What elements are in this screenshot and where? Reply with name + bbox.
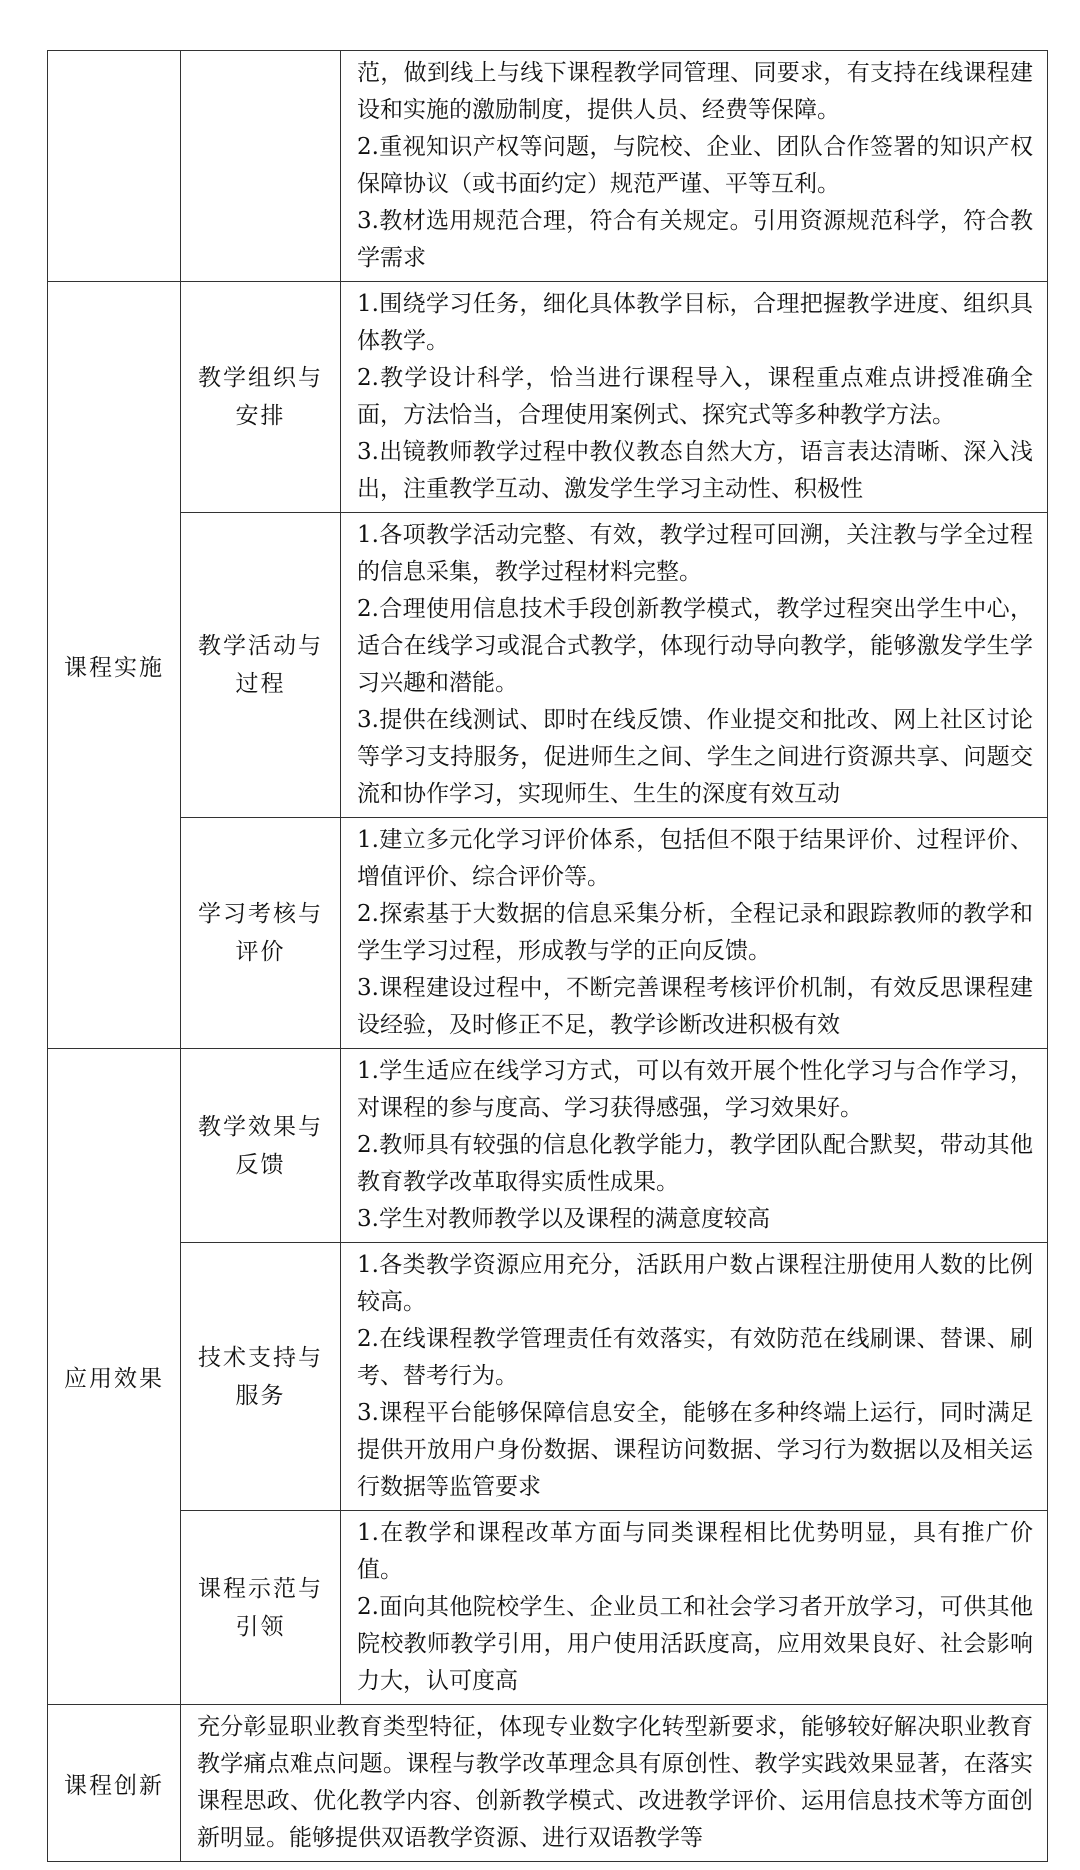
requirements-cell [341,282,1048,513]
requirement-item: 2.面向其他院校学生、企业员工和社会学习者开放学习，可供其他院校教师教学引用，用户使用活跃度高，应用效果良好、社会影响力大，认可度高 [357,1594,1033,1694]
category-cell-course-implementation: 课程实施 [48,282,181,1049]
table-row [48,818,1048,1049]
subcategory-cell [181,513,341,818]
subcategory-cell [181,1511,341,1705]
requirement-item: 范，做到线上与线下课程教学同管理、同要求，有支持在线课程建设和实施的激励制度，提供人员、经费等保障。 [357,60,1033,123]
subcategory-cell [181,818,341,1049]
category-cell-empty [48,51,181,282]
innovation-description: 充分彰显职业教育类型特征，体现专业数字化转型新要求，能够较好解决职业教育教学痛点难点问题。课程与教学改革理念具有原创性、教学实践效果显著，在落实课程思政、优化教学内容、创新教学模式、改进教学评价、运用信息技术等方面创新明显。能够提供双语教学资源、进行双语教学等 [181,1705,1048,1862]
subcategory-label: 评价 [235,939,286,965]
requirements-cell [341,818,1048,1049]
requirements-cell [341,513,1048,818]
category-cell-application-effect: 应用效果 [48,1049,181,1705]
requirement-item: 3.课程建设过程中，不断完善课程考核评价机制，有效反思课程建设经验，及时修正不足，教学诊断改进积极有效 [357,975,1033,1038]
table-row [48,1243,1048,1511]
requirement-item: 1.建立多元化学习评价体系，包括但不限于结果评价、过程评价、增值评价、综合评价等。 [357,827,1033,890]
subcategory-label: 引领 [235,1613,286,1640]
subcategory-label: 反馈 [235,1151,286,1178]
subcategory-label: 技术支持与 [198,1344,323,1371]
document-page [47,50,1047,1862]
requirements-cell [341,1511,1048,1705]
subcategory-label: 学习考核与 [198,901,323,927]
requirement-item: 1.围绕学习任务，细化具体教学目标，合理把握教学进度、组织具体教学。 [357,291,1033,354]
requirement-item: 3.提供在线测试、即时在线反馈、作业提交和批改、网上社区讨论等学习支持服务，促进师生之间、学生之间进行资源共享、问题交流和协作学习，实现师生、生生的深度有效互动 [357,707,1033,807]
requirements-cell [341,51,1048,282]
subcategory-cell [181,1243,341,1511]
table-row [48,1511,1048,1705]
requirement-item: 2.合理使用信息技术手段创新教学模式，教学过程突出学生中心，适合在线学习或混合式教学，体现行动导向教学，能够激发学生学习兴趣和潜能。 [357,596,1033,696]
requirement-item: 2.重视知识产权等问题，与院校、企业、团队合作签署的知识产权保障协议（或书面约定）规范严谨、平等互利。 [357,134,1033,197]
table-row [48,513,1048,818]
subcategory-cell [181,1049,341,1243]
requirement-item: 3.课程平台能够保障信息安全，能够在多种终端上运行，同时满足提供开放用户身份数据、课程访问数据、学习行为数据以及相关运行数据等监管要求 [357,1400,1033,1500]
requirement-item: 2.教学设计科学，恰当进行课程导入，课程重点难点讲授准确全面，方法恰当，合理使用案例式、探究式等多种教学方法。 [357,365,1033,428]
requirement-item: 1.学生适应在线学习方式，可以有效开展个性化学习与合作学习，对课程的参与度高、学习获得感强，学习效果好。 [357,1058,1033,1121]
subcategory-cell-empty [181,51,341,282]
requirement-item: 1.在教学和课程改革方面与同类课程相比优势明显，具有推广价值。 [357,1520,1033,1583]
subcategory-label: 教学效果与 [198,1113,323,1140]
requirement-item: 3.教材选用规范合理，符合有关规定。引用资源规范科学，符合教学需求 [357,208,1033,271]
requirement-item: 2.探索基于大数据的信息采集分析，全程记录和跟踪教师的教学和学生学习过程，形成教与学的正向反馈。 [357,901,1033,964]
requirements-cell [341,1243,1048,1511]
requirements-cell [341,1049,1048,1243]
subcategory-label: 教学活动与 [198,633,323,659]
subcategory-label: 课程示范与 [198,1575,323,1602]
subcategory-label: 教学组织与 [198,365,323,391]
category-cell-course-innovation: 课程创新 [48,1705,181,1862]
table-row-continuation [48,51,1048,282]
subcategory-label: 服务 [235,1382,286,1409]
requirement-item: 3.学生对教师教学以及课程的满意度较高 [357,1206,770,1232]
evaluation-criteria-table [47,50,1048,1862]
subcategory-cell [181,282,341,513]
subcategory-label: 安排 [235,403,286,429]
table-row [48,1705,1048,1862]
requirement-item: 2.在线课程教学管理责任有效落实，有效防范在线刷课、替课、刷考、替考行为。 [357,1326,1033,1389]
requirement-item: 1.各类教学资源应用充分，活跃用户数占课程注册使用人数的比例较高。 [357,1252,1033,1315]
requirement-item: 2.教师具有较强的信息化教学能力，教学团队配合默契，带动其他教育教学改革取得实质性成果。 [357,1132,1033,1195]
table-row [48,282,1048,513]
table-row [48,1049,1048,1243]
requirement-item: 1.各项教学活动完整、有效，教学过程可回溯，关注教与学全过程的信息采集，教学过程材料完整。 [357,522,1033,585]
requirement-item: 3.出镜教师教学过程中教仪教态自然大方，语言表达清晰、深入浅出，注重教学互动、激发学生学习主动性、积极性 [357,439,1033,502]
subcategory-label: 过程 [235,671,286,697]
